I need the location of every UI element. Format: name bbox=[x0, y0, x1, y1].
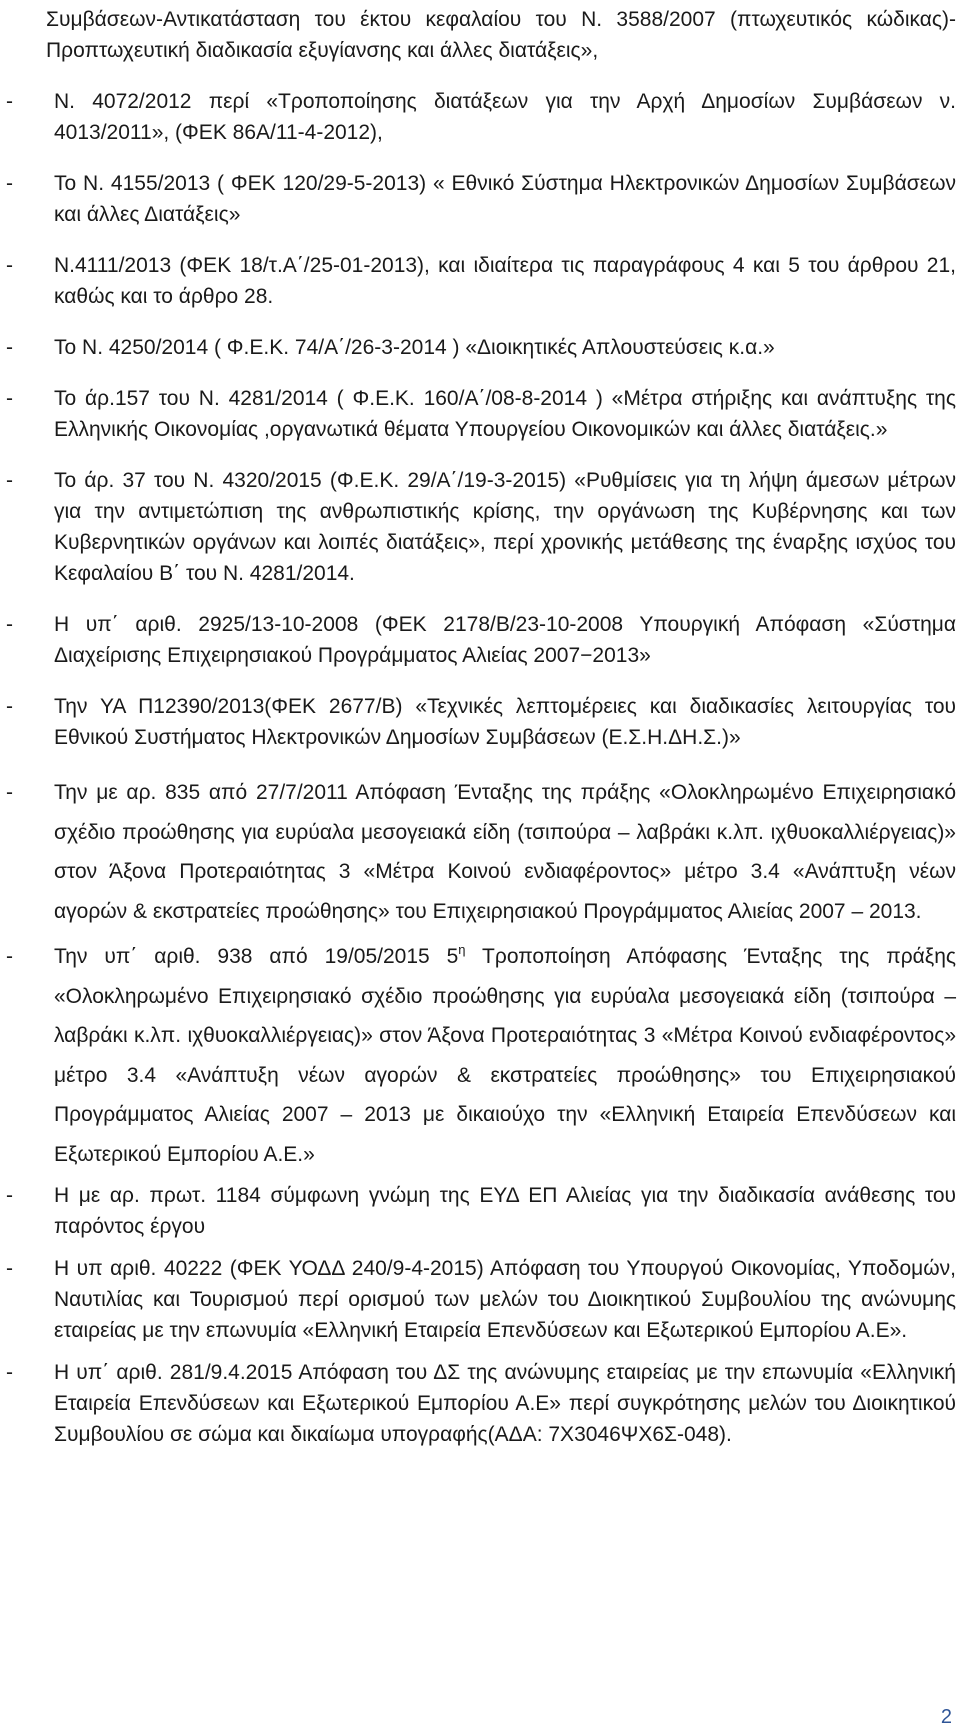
list-item-text: Το άρ.157 του Ν. 4281/2014 ( Φ.Ε.Κ. 160/Α΄/08-8-2014 ) «Μέτρα στήριξης και ανάπτυξης της Ελληνικής Οικονομίας ,οργανωτικά θέματα Υπουργείου Οικονομικών και άλλες διατάξεις.» bbox=[54, 387, 956, 441]
bullet-dash: - bbox=[6, 781, 13, 804]
list-item bbox=[6, 168, 956, 230]
list-item bbox=[6, 1180, 956, 1242]
bullet-dash: - bbox=[6, 387, 13, 410]
bullet-dash: - bbox=[6, 254, 13, 277]
list-item bbox=[6, 465, 956, 589]
list-item bbox=[6, 86, 956, 148]
list-item-text-part: Τροποποίηση Απόφασης Ένταξης της πράξης «Ολοκληρωμένο Επιχειρησιακό σχέδιο προώθησης για ευρύαλα μεσογειακά είδη (τσιπούρα – λαβράκι κ.λπ. ιχθυοκαλλιέργειας)» στον Άξονα Προτεραιότητας 3 «Μέτρα Κοινού ενδιαφέροντος» μέτρο 3.4 «Ανάπτυξη νέων αγορών & εκστρατείες προώθησης» του Επιχειρησιακού Προγράμματος Αλιείας 2007 – 2013 με δικαιούχο την «Ελληνική Εταιρεία Επενδύσεων και Εξωτερικού Εμπορίου Α.Ε.» bbox=[54, 945, 957, 1166]
list-item-text: Η υπ΄ αριθ. 281/9.4.2015 Απόφαση του ΔΣ της ανώνυμης εταιρείας με την επωνυμία «Ελληνική Εταιρεία Επενδύσεων και Εξωτερικού Εμπορίου Α.Ε» περί συγκρότησης μελών του Διοικητικού Συμβουλίου σε σώμα και δικαίωμα υπογραφής(ΑΔΑ: 7Χ3046ΨΧ6Σ-048). bbox=[54, 1361, 956, 1446]
bullet-dash: - bbox=[6, 945, 13, 968]
bullet-dash: - bbox=[6, 172, 13, 195]
list-item-text: Το Ν. 4250/2014 ( Φ.Ε.Κ. 74/Α΄/26-3-2014 ) «Διοικητικές Απλουστεύσεις κ.α.» bbox=[54, 336, 775, 359]
list-item-text: Ν. 4072/2012 περί «Τροποποίησης διατάξεων για την Αρχή Δημοσίων Συμβάσεων ν. 4013/2011», (ΦΕΚ 86Α/11-4-2012), bbox=[54, 90, 956, 144]
list-item bbox=[6, 250, 956, 312]
list-item bbox=[6, 609, 956, 671]
list-item-text-part: Την υπ΄ αριθ. 938 από 19/05/2015 5 bbox=[54, 945, 459, 968]
list-item-text: Η με αρ. πρωτ. 1184 σύμφωνη γνώμη της ΕΥΔ ΕΠ Αλιείας για την διαδικασία ανάθεσης του παρόντος έργου bbox=[54, 1184, 956, 1238]
bullet-dash: - bbox=[6, 1361, 13, 1384]
list-item-text: Το Ν. 4155/2013 ( ΦΕΚ 120/29-5-2013) « Εθνικό Σύστημα Ηλεκτρονικών Δημοσίων Συμβάσεων και άλλες Διατάξεις» bbox=[54, 172, 956, 226]
intro-paragraph: Συμβάσεων-Αντικατάσταση του έκτου κεφαλαίου του Ν. 3588/2007 (πτωχευτικός κώδικας)-Προπτωχευτική διαδικασία εξυγίανσης και άλλες διατάξεις», bbox=[46, 8, 956, 62]
list-item-text: Το άρ. 37 του Ν. 4320/2015 (Φ.Ε.Κ. 29/Α΄/19-3-2015) «Ρυθμίσεις για τη λήψη άμεσων μέτρων για την αντιμετώπιση της ανθρωπιστικής κρίσης, την οργάνωση της Κυβέρνησης και των Κυβερνητικών οργάνων και λοιπές διατάξεις», περί χρονικής μετάθεσης της έναρξης ισχύος του Κεφαλαίου Β΄ του Ν. 4281/2014. bbox=[54, 469, 956, 585]
bullet-dash: - bbox=[6, 90, 13, 113]
list-item-text: Ν.4111/2013 (ΦΕΚ 18/τ.Α΄/25-01-2013), και ιδιαίτερα τις παραγράφους 4 και 5 του άρθρου 21, καθώς και το άρθρο 28. bbox=[54, 254, 956, 308]
bullet-dash: - bbox=[6, 613, 13, 636]
bullet-dash: - bbox=[6, 469, 13, 492]
page-number: 2 bbox=[940, 1706, 952, 1728]
ordinal-superscript: η bbox=[458, 942, 466, 957]
list-item bbox=[6, 332, 956, 363]
list-item bbox=[6, 773, 956, 931]
bullet-dash: - bbox=[6, 1184, 13, 1207]
list-item-text: Την ΥΑ Π12390/2013(ΦΕΚ 2677/Β) «Τεχνικές λεπτομέρειες και διαδικασίες λειτουργίας του Εθνικού Συστήματος Ηλεκτρονικών Δημοσίων Συμβάσεων (Ε.Σ.Η.ΔΗ.Σ.)» bbox=[54, 695, 956, 749]
list-item-text: Η υπ΄ αριθ. 2925/13-10-2008 (ΦΕΚ 2178/Β/23-10-2008 Υπουργική Απόφαση «Σύστημα Διαχείρισης Επιχειρησιακού Προγράμματος Αλιείας 2007−2013» bbox=[54, 613, 956, 667]
bullet-dash: - bbox=[6, 1257, 13, 1280]
bullet-dash: - bbox=[6, 695, 13, 718]
list-item-text: Την με αρ. 835 από 27/7/2011 Απόφαση Ένταξης της πράξης «Ολοκληρωμένο Επιχειρησιακό σχέδιο προώθησης για ευρύαλα μεσογειακά είδη (τσιπούρα – λαβράκι κ.λπ. ιχθυοκαλλιέργειας)» στον Άξονα Προτεραιότητας 3 «Μέτρα Κοινού ενδιαφέροντος» μέτρο 3.4 «Ανάπτυξη νέων αγορών & εκστρατείες προώθησης» του Επιχειρησιακού Προγράμματος Αλιείας 2007 – 2013. bbox=[54, 781, 956, 923]
list-item bbox=[6, 937, 956, 1174]
list-item-text bbox=[54, 942, 957, 1166]
list-item bbox=[6, 1253, 956, 1346]
list-item bbox=[6, 1357, 956, 1450]
list-item bbox=[6, 383, 956, 445]
bullet-dash: - bbox=[6, 336, 13, 359]
document-body bbox=[6, 4, 956, 1461]
list-item bbox=[6, 691, 956, 753]
list-item-text: Η υπ αριθ. 40222 (ΦΕΚ ΥΟΔΔ 240/9-4-2015) Απόφαση του Υπουργού Οικονομίας, Υποδομών, Ναυτιλίας και Τουρισμού περί ορισμού των μελών του Διοικητικού Συμβουλίου της ανώνυμης εταιρείας με την επωνυμία «Ελληνική Εταιρεία Επενδύσεων και Εξωτερικού Εμπορίου Α.Ε». bbox=[54, 1257, 956, 1342]
